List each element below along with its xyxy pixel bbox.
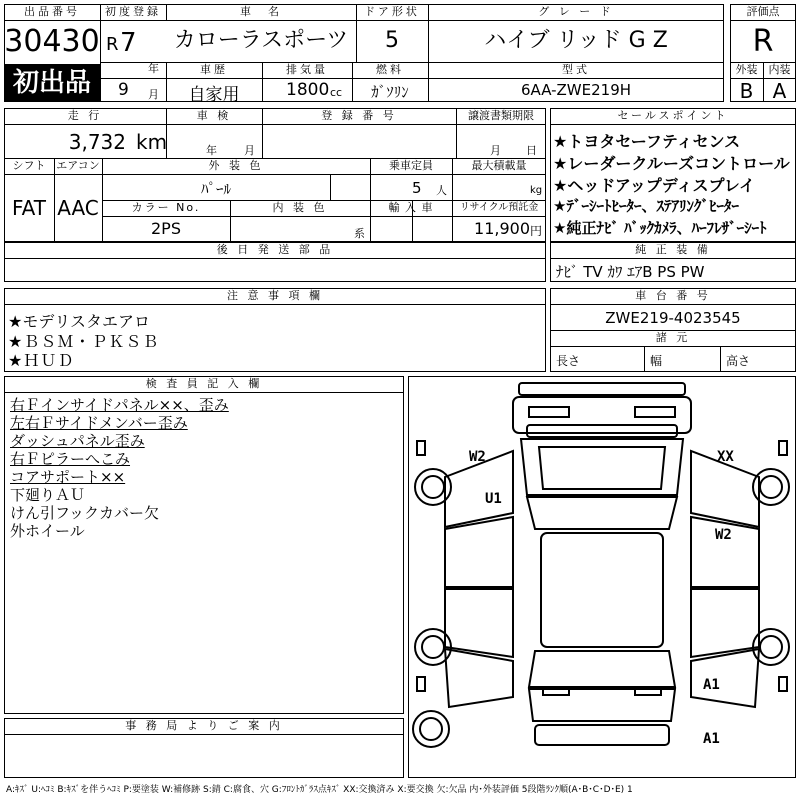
- mileage-unit: km: [136, 130, 168, 154]
- load-label: 最大積載量: [471, 159, 527, 172]
- mark-front-left: W2: [469, 449, 486, 465]
- mark-rear-right: A1: [703, 677, 720, 693]
- car-outline-diagram: [409, 377, 795, 777]
- mark-front-right: XX: [717, 449, 734, 465]
- equipment-value: ﾅﾋﾞ TV ｶﾜ ｴｱB PS PW: [556, 263, 705, 281]
- grade-label: グ レ ー ド: [538, 5, 614, 18]
- chassis-label: 車 台 番 号: [635, 289, 711, 302]
- doors: 5: [385, 28, 399, 53]
- note-item: ★モデリスタエアロ: [8, 312, 151, 331]
- recycle-unit: 円: [530, 224, 543, 238]
- import-label: 輸 入 車: [388, 201, 434, 214]
- dims-label: 諸 元: [655, 331, 691, 344]
- reg-label: 初度登録: [105, 5, 161, 18]
- interior-label: 内装: [768, 63, 791, 76]
- model-label: 型式: [562, 63, 590, 76]
- sales-point-item: ★ヘッドアップディスプレイ: [553, 176, 756, 195]
- fuel-label: 燃料: [376, 63, 404, 76]
- mark-right-fender: W2: [715, 527, 732, 543]
- capacity: 5: [412, 179, 422, 197]
- color: ﾊﾟｰﾙ: [200, 180, 231, 198]
- history: 自家用: [188, 85, 240, 105]
- inspector-item: 外ホイール: [10, 522, 85, 540]
- width-label: 幅: [650, 354, 663, 368]
- lot-number: 30430: [4, 24, 100, 59]
- month-unit: 月: [148, 88, 159, 101]
- inspector-item: 右Ｆピラーへこみ: [10, 450, 131, 468]
- notes-label: 注 意 事 項 欄: [227, 289, 323, 302]
- inspector-item: ダッシュパネル歪み: [10, 432, 145, 450]
- note-item: ★ＢＳＭ・ＰＫＳＢ: [8, 332, 160, 351]
- ac: AAC: [57, 196, 99, 220]
- damage-diagram: [408, 376, 796, 778]
- interior-grade: A: [772, 79, 787, 103]
- office-label: 事 務 局 よ り ご 案 内: [125, 719, 283, 732]
- year: 7: [120, 28, 137, 58]
- exterior-label: 外装: [735, 63, 758, 76]
- inspector-item: コアサポート××: [10, 468, 126, 486]
- capacity-unit: 人: [436, 184, 447, 197]
- sales-point-item: ★純正ﾅﾋﾞ ﾊﾞｯｸｶﾒﾗ、ﾊｰﾌﾚｻﾞｰｼｰﾄ: [553, 219, 767, 237]
- load-unit: kg: [530, 185, 543, 196]
- sales-points-label: セールスポイント: [617, 109, 729, 122]
- displacement: 1800: [286, 80, 330, 100]
- inspection-label: 車 検: [196, 109, 232, 122]
- note-item: ★ＨＵＤ: [8, 351, 75, 370]
- ac-label: エアコン: [56, 159, 100, 172]
- chassis-number: ZWE219-4023545: [605, 309, 741, 327]
- colorno-label: カラー No.: [131, 201, 201, 214]
- era: R: [106, 34, 119, 55]
- intcolor-label: 内 装 色: [272, 201, 328, 214]
- inspector-item: 右Ｆインサイドパネル××、歪み: [10, 396, 229, 414]
- sales-point-item: ★トヨタセーフティセンス: [553, 132, 741, 151]
- legend-footer: A:ｷｽﾞ U:ﾍｺﾐ B:ｷｽﾞを伴うﾍｺﾐ P:要塗装 W:補修跡 S:錆 C:腐食、穴 G:ﾌﾛﾝﾄｶﾞﾗｽ点ｷｽﾞ XX:交換済み X:要交換 欠:欠品 内･外装評価 5段階ﾗﾝｸ順(A･B･C･D･E) 1: [6, 785, 633, 795]
- cc-unit: cc: [330, 86, 343, 99]
- fuel: ｶﾞｿﾘﾝ: [371, 83, 409, 101]
- recycle-label: リサイクル預託金: [459, 202, 539, 213]
- transfer-label: 譲渡書類期限: [468, 109, 534, 122]
- inspector-item: 左右Ｆサイドメンバー歪み: [10, 414, 188, 432]
- recycle: 11,900: [474, 219, 530, 238]
- regno-label: 登 録 番 号: [321, 109, 397, 122]
- exterior-grade: B: [739, 79, 754, 103]
- car-name: カローラスポーツ: [173, 28, 349, 53]
- score-label: 評価点: [746, 5, 780, 18]
- capacity-label: 乗車定員: [389, 159, 433, 172]
- inspector-label: 検 査 員 記 入 欄: [145, 377, 263, 390]
- model: 6AA-ZWE219H: [520, 81, 632, 99]
- intcolor-unit: 系: [354, 227, 365, 240]
- sales-point-item: ★ﾃﾞｰｼｰﾄﾋｰﾀｰ、ｽﾃｱﾘﾝｸﾞﾋｰﾀｰ: [553, 197, 739, 215]
- door-label: ドア形状: [364, 5, 420, 18]
- sales-point-item: ★レーダークルーズコントロール: [553, 154, 790, 173]
- history-label: 車歴: [200, 63, 228, 76]
- transfer-month-unit: 月: [490, 144, 501, 157]
- height-label: 高さ: [726, 354, 751, 368]
- mark-rear-wheel: A1: [703, 731, 720, 747]
- displacement-label: 排気量: [286, 63, 328, 76]
- grade: ハイブ リッド G Z: [484, 28, 668, 53]
- inspector-item: 下廻りＡＵ: [10, 486, 86, 504]
- later-parts-label: 後 日 発 送 部 品: [216, 243, 334, 256]
- mileage: 3,732: [68, 130, 126, 154]
- inspection-year-unit: 年: [206, 144, 217, 157]
- year-unit: 年: [148, 62, 159, 75]
- month: 9: [118, 80, 129, 100]
- car-name-label: 車 名: [240, 5, 282, 18]
- colorno: 2PS: [151, 219, 181, 238]
- shift-label: シフト: [12, 159, 46, 172]
- mileage-label: 走 行: [67, 109, 103, 122]
- color-label: 外 装 色: [208, 159, 264, 172]
- transfer-day-unit: 日: [526, 144, 537, 157]
- first-listing-badge: [4, 64, 100, 102]
- lot-label: 出品番号: [24, 5, 80, 18]
- inspection-month-unit: 月: [244, 144, 255, 157]
- shift: FAT: [11, 196, 46, 220]
- length-label: 長さ: [556, 354, 581, 368]
- equipment-label: 純 正 装 備: [635, 243, 711, 256]
- inspector-item: けん引フックカバー欠: [10, 504, 159, 522]
- mark-left-fender: U1: [485, 491, 502, 507]
- first-listing-text: 初出品: [12, 68, 91, 98]
- score: R: [752, 24, 774, 59]
